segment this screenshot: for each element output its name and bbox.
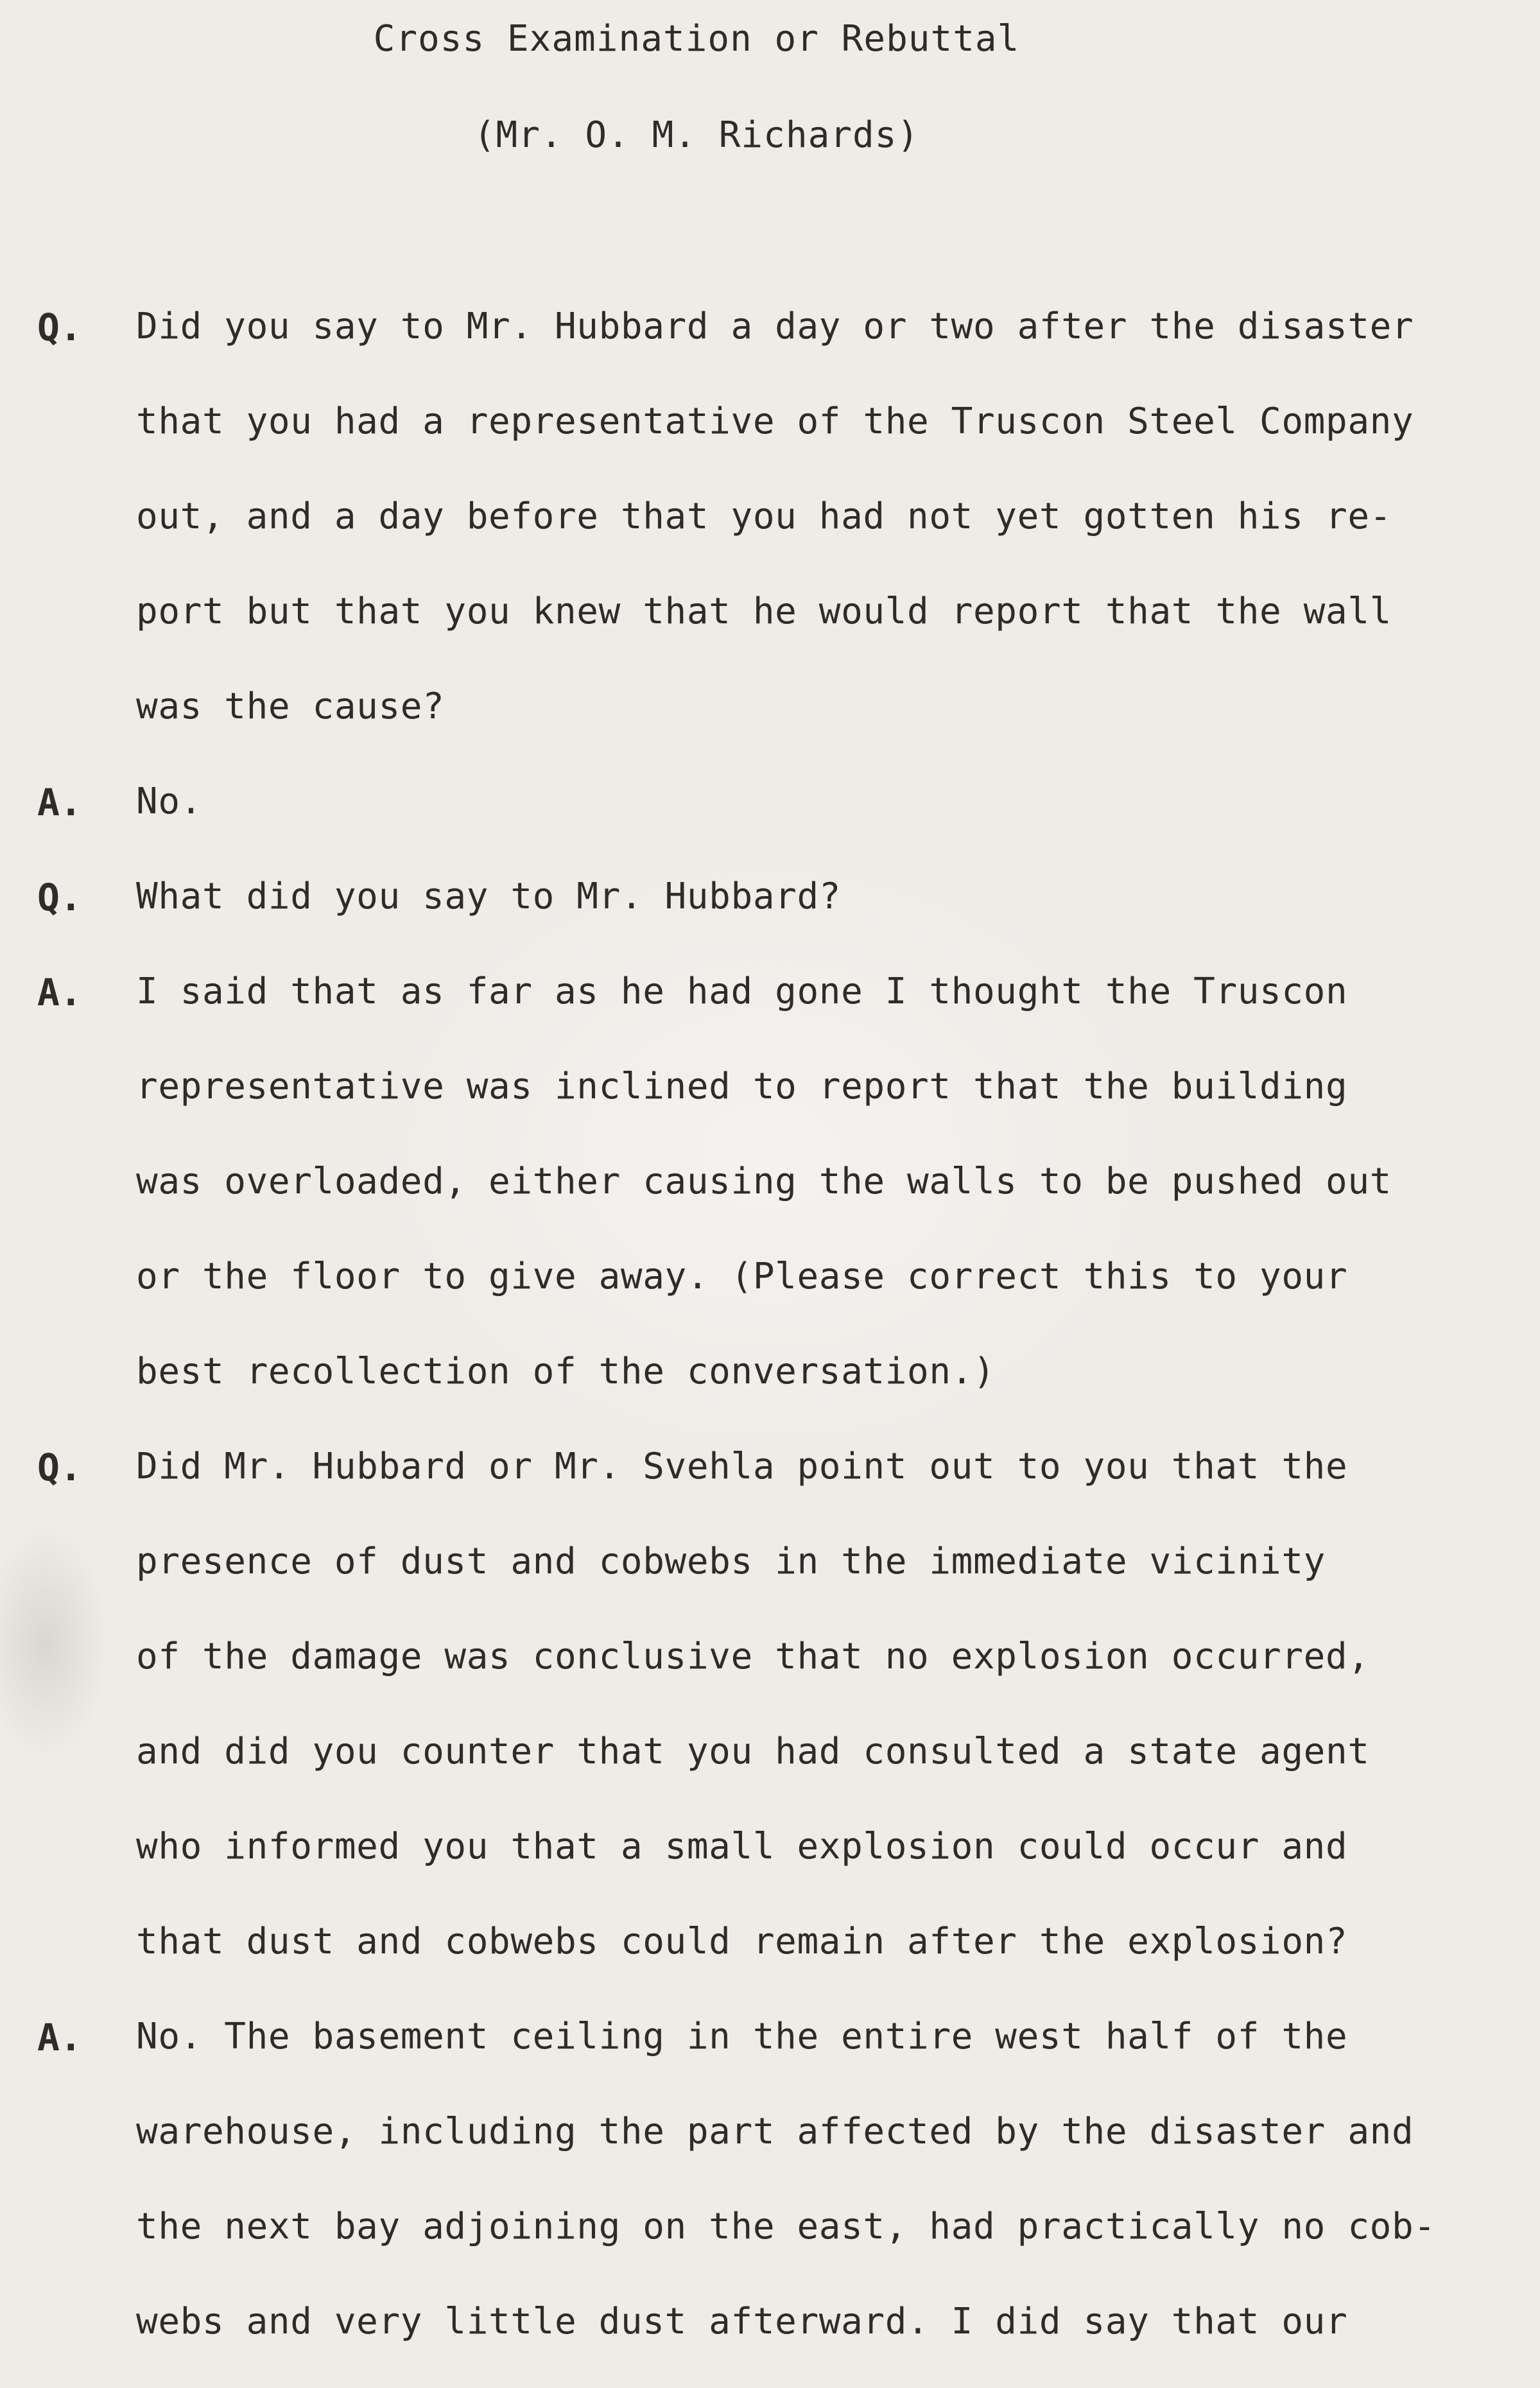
text-line: What did you say to Mr. Hubbard? [136,876,842,917]
page-title: Cross Examination or Rebuttal [373,18,1020,60]
text-line: representative was inclined to report that the building [136,1066,1348,1107]
text-line: No. The basement ceiling in the entire west half of the [136,2016,1348,2057]
text-line: that you had a representative of the Truscon Steel Company [136,401,1414,442]
text-line: presence of dust and cobwebs in the immediate vicinity [136,1541,1326,1582]
text-line: was the cause? [136,686,445,727]
text-line: the next bay adjoining on the east, had practically no cob- [136,2206,1436,2247]
text-line: out, and a day before that you had not yet gotten his re- [136,496,1392,537]
text-line: that dust and cobwebs could remain after the explosion? [136,1921,1348,1962]
text-line: and did you counter that you had consulted a state agent [136,1731,1370,1772]
text-line: webs and very little dust afterward. I did say that our [136,2301,1348,2342]
text-line: Did you say to Mr. Hubbard a day or two after the disaster [136,306,1414,347]
text-line: I said that as far as he had gone I thought the Truscon [136,971,1348,1012]
text-line: No. [136,781,202,822]
entry-label: Q. [37,876,82,919]
entry-label: A. [37,971,82,1014]
entry-label: Q. [37,1446,82,1489]
entry-label: A. [37,781,82,824]
text-line: best recollection of the conversation.) [136,1351,996,1392]
text-line: who informed you that a small explosion could occur and [136,1826,1348,1867]
entry-label: Q. [37,306,82,349]
entry-label: A. [37,2016,82,2059]
page-subtitle: (Mr. O. M. Richards) [473,114,920,156]
text-line: Did Mr. Hubbard or Mr. Svehla point out to you that the [136,1446,1348,1487]
text-line: of the damage was conclusive that no explosion occurred, [136,1636,1370,1677]
text-line: warehouse, including the part affected by the disaster and [136,2111,1414,2152]
text-line: port but that you knew that he would report that the wall [136,591,1392,632]
text-line: was overloaded, either causing the walls to be pushed out [136,1161,1392,1202]
text-line: or the floor to give away. (Please correct this to your [136,1256,1348,1297]
